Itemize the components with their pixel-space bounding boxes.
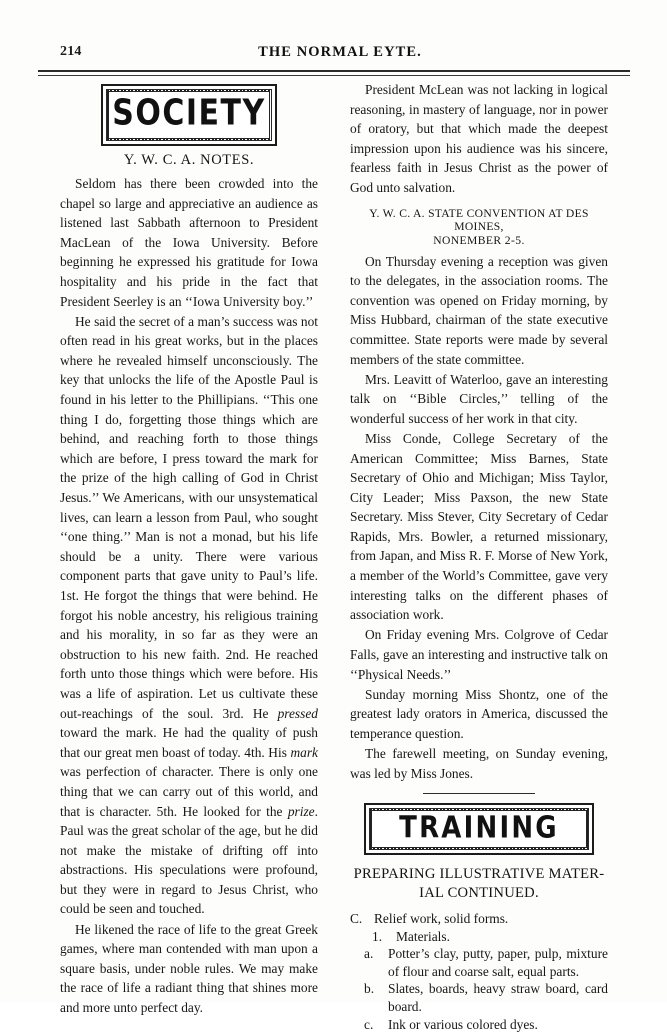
running-head: [60, 44, 620, 64]
outline-marker: a.: [364, 946, 374, 962]
training-banner: [364, 803, 594, 855]
outline-item: [350, 1016, 608, 1033]
outline-marker: C.: [350, 911, 363, 927]
society-paragraph-2: [60, 312, 318, 919]
right-column: [350, 80, 608, 1033]
outline-item: [350, 945, 608, 980]
outline-item: [350, 910, 608, 928]
convention-paragraph-4: On Friday evening Mrs. Colgrove of Cedar Falls, gave an interesting and instructive talk on ‘‘Physical Needs.’’: [350, 627, 608, 682]
emphasis-mark: mark: [290, 744, 318, 760]
convention-heading-line-2: NONEMBER 2-5.: [433, 233, 525, 247]
emphasis-prize: prize: [287, 803, 315, 819]
society-banner: [101, 84, 277, 146]
outline-marker: 1.: [372, 928, 383, 944]
outline-item: [350, 928, 608, 946]
convention-paragraph-5: Sunday morning Miss Shontz, one of the greatest lady orators in America, discussed the temperance question.: [350, 686, 608, 741]
society-paragraph-2-part-4: . Paul was the great scholar of the age, but he did not make the mistake of drifting off into abstractions. His speculations were profound, but they were in regard to Jesus Christ, who could be seen and touched.: [60, 803, 318, 917]
outline-marker: b.: [364, 981, 375, 997]
society-paragraph-2-part-1: He said the secret of a man’s success was not often read in his great works, but in the places where he revealed himself unconsciously. The key that unlocks the life of the Apostle Paul is found in his letter to the Phillipians. ‘‘This one thing I do, forgetting those things which are behind, and reaching forth to those things which are before, I press toward the mark for the prize of the high calling of God in Christ Jesus.’’ We Americans, with our unsystematical lives, can learn a lesson from Paul, who sought ‘‘one thing.’’ Man is not a monad, but his life should be a unity. There were various component parts that gave unity to Paul’s life. 1st. He forgot the things that were behind. He forgot his noble ancestry, his religious training and his morality, in so far as they were an obstruction to his new faith. 2nd. He reached forth unto those things which were before. His was a life of aspiration. Let us cultivate these out-reachings of the soul. 3rd. He: [60, 313, 318, 721]
outline-text: Potter’s clay, putty, paper, pulp, mixture of flour and coarse salt, equal parts.: [388, 946, 608, 979]
society-paragraph-1: Seldom has there been crowded into the chapel so large and appreciative an audience as listened last Sabbath afternoon to President MacLean of the Iowa University. Before beginning he expressed his gratitude for Iowa hospitality and his pride in the fact that President Seerley is an ‘‘Iowa University boy.’’: [60, 176, 318, 309]
banner-ornament-border: [369, 808, 589, 850]
convention-intro-paragraph: President McLean was not lacking in logical reasoning, in mastery of language, nor in power of oratory, but that which made the deepest impression upon his audience was his sincere, fearless faith in Jesus Christ as the power of God unto salvation.: [350, 82, 608, 195]
emphasis-pressed: pressed: [277, 705, 318, 721]
convention-paragraph-6: The farewell meeting, on Sunday evening, was led by Miss Jones.: [350, 745, 608, 781]
convention-paragraph-2: Mrs. Leavitt of Waterloo, gave an interesting talk on ‘‘Bible Circles,’’ telling of the wonderful success of her work in that city.: [350, 371, 608, 426]
page-number: 214: [60, 44, 82, 59]
outline-text: Relief work, solid forms.: [374, 911, 509, 927]
outline-item: [350, 980, 608, 1015]
society-banner-word: SOCIETY: [112, 92, 266, 135]
outline-text: Materials.: [396, 928, 450, 944]
section-divider-rule: [423, 793, 535, 794]
banner-inner-panel: [371, 810, 587, 848]
training-heading-line-2: IAL CONTINUED.: [419, 885, 539, 902]
convention-paragraph-1: On Thursday evening a reception was given to the delegates, in the association rooms. The convention was opened on Friday morning, by Miss Hubbard, chairman of the state executive committee. State reports were made by several members of the state committee.: [350, 253, 608, 367]
training-banner-word: TRAINING: [399, 810, 559, 846]
convention-heading-line-1: Y. W. C. A. STATE CONVENTION AT DES MOINES,: [369, 206, 589, 233]
outline-text: Ink or various colored dyes.: [388, 1016, 538, 1032]
header-divider-rule: [38, 70, 630, 76]
outline-text: Slates, boards, heavy straw board, card board.: [388, 981, 608, 1015]
society-paragraph-3: He likened the race of life to the great Greek games, where man contended with man upon a square basis, under noble rules. We may make the race of life a radiant thing that shines more and more unto perfect day.: [60, 921, 318, 1015]
publication-title: THE NORMAL EYTE.: [258, 44, 422, 60]
ywca-notes-heading: Y. W. C. A. NOTES.: [123, 152, 255, 168]
outline-marker: c.: [364, 1016, 374, 1032]
training-heading-line-1: PREPARING ILLUSTRATIVE MATER-: [353, 866, 605, 883]
society-paragraph-2-part-3: was perfection of character. There is only one thing that we can carry out of this world, and that is character. 5th. He looked for the: [60, 764, 318, 819]
banner-ornament-border: [106, 89, 272, 141]
training-outline-list: [350, 910, 608, 1033]
convention-paragraph-3: Miss Conde, College Secretary of the American Committee; Miss Barnes, State Secretary of Ohio and Michigan; Miss Taylor, City Leader; Miss Paxson, the new State Secretary. Miss Stever, City Secretary of Cedar Rapids, Mrs. Bowler, a returned missionary, from Japan, and Miss R. F. Morse of New York, a member of the World’s Committee, gave very interesting talks on the different phases of association work.: [350, 430, 608, 623]
society-paragraph-2-part-2: toward the mark. He had the quality of push that our great men boast of today. 4th. His: [60, 725, 318, 760]
banner-inner-panel: [108, 91, 270, 139]
training-heading: [350, 865, 608, 903]
left-column: [60, 80, 318, 1018]
